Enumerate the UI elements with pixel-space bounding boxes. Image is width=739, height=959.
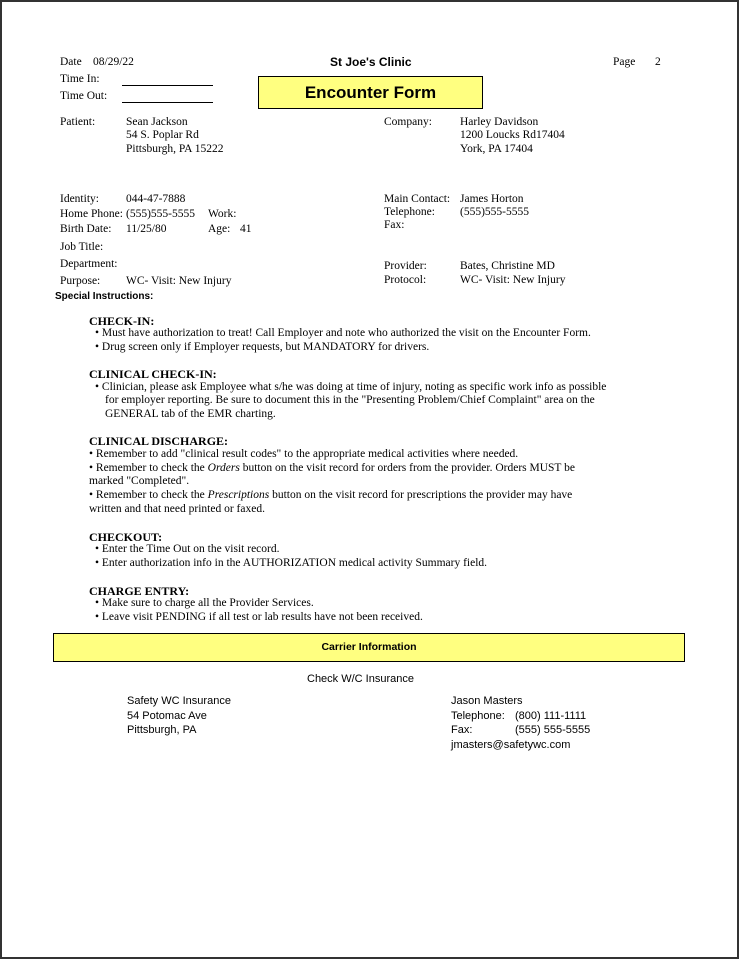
page-label: Page	[613, 56, 636, 68]
discharge-item-3-end: button on the visit record for prescriptions the provider may have	[269, 489, 573, 501]
carrier-telephone-label: Telephone:	[451, 710, 505, 722]
clinic-name: St Joe's Clinic	[330, 55, 412, 69]
age-value: 41	[240, 223, 252, 235]
carrier-banner-title: Carrier Information	[321, 641, 417, 653]
checkin-item-1: • Must have authorization to treat! Call Employer and note who authorized the visit on the Encounter Form.	[95, 327, 591, 339]
date-value: 08/29/22	[93, 56, 134, 68]
patient-address2: Pittsburgh, PA 15222	[126, 143, 224, 155]
clinical-checkin-item-2: for employer reporting. Be sure to document this in the "Presenting Problem/Chief Complaint" area on the	[105, 394, 595, 406]
clinical-checkin-item-1: • Clinician, please ask Employee what s/he was doing at time of injury, noting as specific work info as possible	[95, 381, 607, 393]
page-number: 2	[655, 56, 661, 68]
purpose-value: WC- Visit: New Injury	[126, 275, 232, 287]
carrier-address1: 54 Potomac Ave	[127, 710, 207, 722]
patient-name: Sean Jackson	[126, 116, 188, 128]
job-title-label: Job Title:	[60, 241, 104, 253]
time-out-line	[122, 102, 213, 103]
purpose-label: Purpose:	[60, 275, 101, 287]
company-address1: 1200 Loucks Rd17404	[460, 129, 565, 141]
main-contact-value: James Horton	[460, 193, 524, 205]
carrier-telephone-value: (800) 111-1111	[515, 710, 587, 722]
discharge-item-2	[89, 462, 575, 474]
carrier-address2: Pittsburgh, PA	[127, 724, 197, 736]
charge-entry-title: CHARGE ENTRY:	[89, 584, 190, 598]
special-instructions-label: Special Instructions:	[55, 291, 154, 302]
carrier-fax-value: (555) 555-5555	[515, 724, 591, 736]
time-out-label: Time Out:	[60, 90, 108, 102]
patient-address1: 54 S. Poplar Rd	[126, 129, 199, 141]
main-contact-label: Main Contact:	[384, 193, 451, 205]
age-label: Age:	[208, 223, 231, 235]
check-wc-text: Check W/C Insurance	[307, 673, 414, 685]
protocol-value: WC- Visit: New Injury	[460, 274, 566, 286]
time-in-line	[122, 85, 213, 86]
telephone-value: (555)555-5555	[460, 206, 529, 218]
clinical-checkin-title: CLINICAL CHECK-IN:	[89, 367, 217, 381]
patient-label: Patient:	[60, 116, 96, 128]
discharge-item-2-cont: marked "Completed".	[89, 475, 190, 487]
work-label: Work:	[208, 208, 237, 220]
checkout-title: CHECKOUT:	[89, 530, 163, 544]
charge-item-2: • Leave visit PENDING if all test or lab results have not been received.	[95, 611, 423, 623]
provider-value: Bates, Christine MD	[460, 260, 555, 272]
birth-date-value: 11/25/80	[126, 223, 167, 235]
company-name: Harley Davidson	[460, 116, 539, 128]
date-label: Date	[60, 56, 82, 68]
checkout-item-1: • Enter the Time Out on the visit record.	[95, 543, 280, 555]
carrier-fax-label: Fax:	[451, 724, 473, 736]
clinical-checkin-item-3: GENERAL tab of the EMR charting.	[105, 408, 276, 420]
form-title-box	[258, 76, 483, 109]
checkout-item-2: • Enter authorization info in the AUTHORIZATION medical activity Summary field.	[95, 557, 488, 569]
protocol-label: Protocol:	[384, 274, 427, 286]
checkin-title: CHECK-IN:	[89, 314, 155, 328]
fax-label: Fax:	[384, 219, 405, 231]
telephone-label: Telephone:	[384, 206, 435, 218]
company-address2: York, PA 17404	[460, 143, 533, 155]
charge-item-1: • Make sure to charge all the Provider Services.	[95, 597, 314, 609]
carrier-name: Safety WC Insurance	[127, 695, 231, 707]
company-label: Company:	[384, 116, 432, 128]
home-phone-label: Home Phone:	[60, 208, 123, 220]
discharge-item-3-cont: written and that need printed or faxed.	[89, 503, 265, 515]
discharge-item-2-start: • Remember to check the	[89, 462, 208, 474]
discharge-item-3	[89, 489, 572, 501]
discharge-item-1: • Remember to add "clinical result codes" to the appropriate medical activities where needed.	[89, 448, 519, 460]
form-title: Encounter Form	[304, 83, 437, 102]
checkin-item-2: • Drug screen only if Employer requests, but MANDATORY for drivers.	[95, 341, 430, 353]
orders-term: Orders	[207, 462, 240, 474]
identity-label: Identity:	[60, 193, 99, 205]
carrier-banner	[53, 633, 685, 662]
identity-value: 044-47-7888	[126, 193, 186, 205]
clinical-discharge-title: CLINICAL DISCHARGE:	[89, 434, 229, 448]
home-phone-value: (555)555-5555	[126, 208, 195, 220]
provider-label: Provider:	[384, 260, 427, 272]
time-in-label: Time In:	[60, 73, 100, 85]
birth-date-label: Birth Date:	[60, 223, 112, 235]
carrier-email: jmasters@safetywc.com	[451, 739, 571, 751]
discharge-item-2-end: button on the visit record for orders from the provider. Orders MUST be	[239, 462, 575, 474]
discharge-item-3-start: • Remember to check the	[89, 489, 208, 501]
prescriptions-term: Prescriptions	[207, 489, 270, 501]
carrier-contact-name: Jason Masters	[451, 695, 523, 707]
department-label: Department:	[60, 258, 118, 270]
